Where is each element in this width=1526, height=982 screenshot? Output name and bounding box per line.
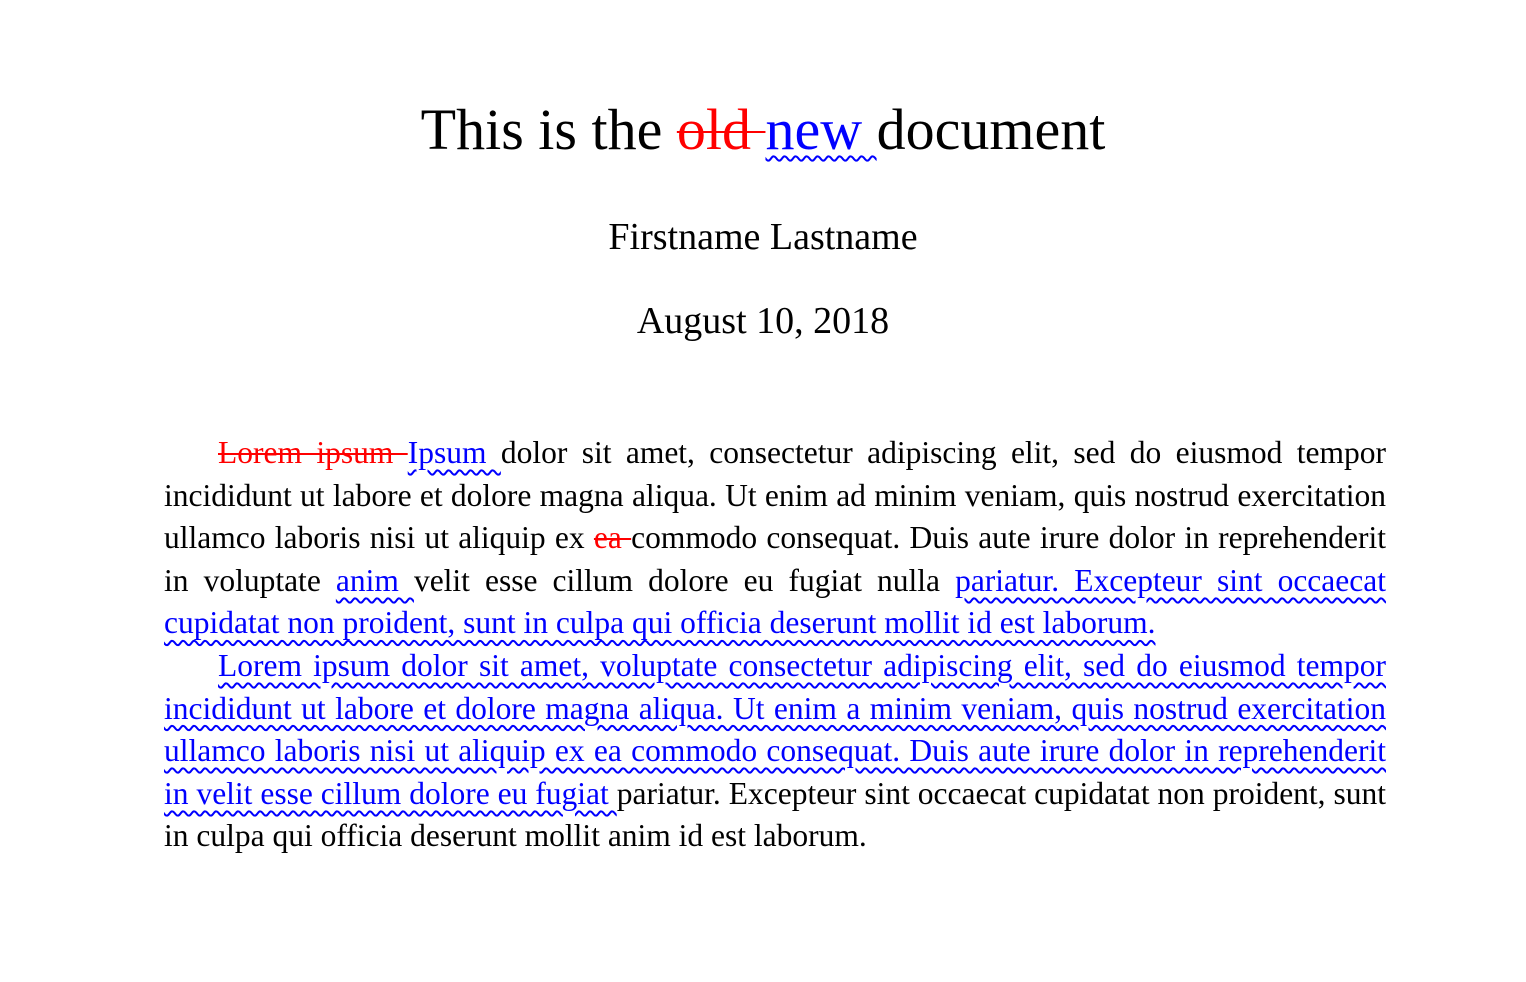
deleted-text: Lorem ipsum xyxy=(218,435,408,470)
title-deleted-text: old xyxy=(676,97,766,162)
deleted-text: ea xyxy=(593,520,632,556)
document-author: Firstname Lastname xyxy=(608,216,918,258)
inserted-text: pariatur. Excepteur sint occaecat cupidatat non proident, sunt in culpa qui officia deserunt mollit id est laborum. xyxy=(164,562,1386,641)
paragraph-1 xyxy=(164,432,1386,645)
inserted-text: Lorem ipsum dolor sit amet, voluptate consectetur adipiscing elit, sed do eiusmod tempor incididunt ut labore et dolore magna aliqua. Ut enim a minim veniam, quis nostrud exercitation ullamco laboris nisi ut aliquip ex ea commodo consequat. Duis aute irure dolor in reprehenderit in velit esse cillum dolore eu fugiat xyxy=(164,647,1386,811)
title-text-after: document xyxy=(876,97,1106,162)
title-text-before: This is the xyxy=(420,97,677,162)
body-text: pariatur. Excepteur sint occaecat cupidatat non proident, sunt in culpa qui officia deserunt mollit anim id est laborum. xyxy=(164,775,1387,854)
inserted-text: Ipsum xyxy=(407,435,501,470)
body-text: velit esse cillum dolore eu fugiat nulla xyxy=(413,562,956,598)
title-inserted-text: new xyxy=(765,97,877,162)
document-body xyxy=(164,432,1386,858)
paragraph-2 xyxy=(164,645,1386,858)
document-title xyxy=(0,92,1526,168)
inserted-text: anim xyxy=(335,562,414,598)
document-date: August 10, 2018 xyxy=(636,300,890,342)
body-text: dolor sit amet, consectetur adipiscing elit, sed do eiusmod tempor incididunt ut labore et dolore magna aliqua. Ut enim ad minim veniam, quis nostrud exercitation ullamco laboris nisi ut aliquip ex xyxy=(164,435,1386,556)
body-text: commodo consequat. Duis aute irure dolor in reprehenderit in voluptate xyxy=(164,520,1387,598)
